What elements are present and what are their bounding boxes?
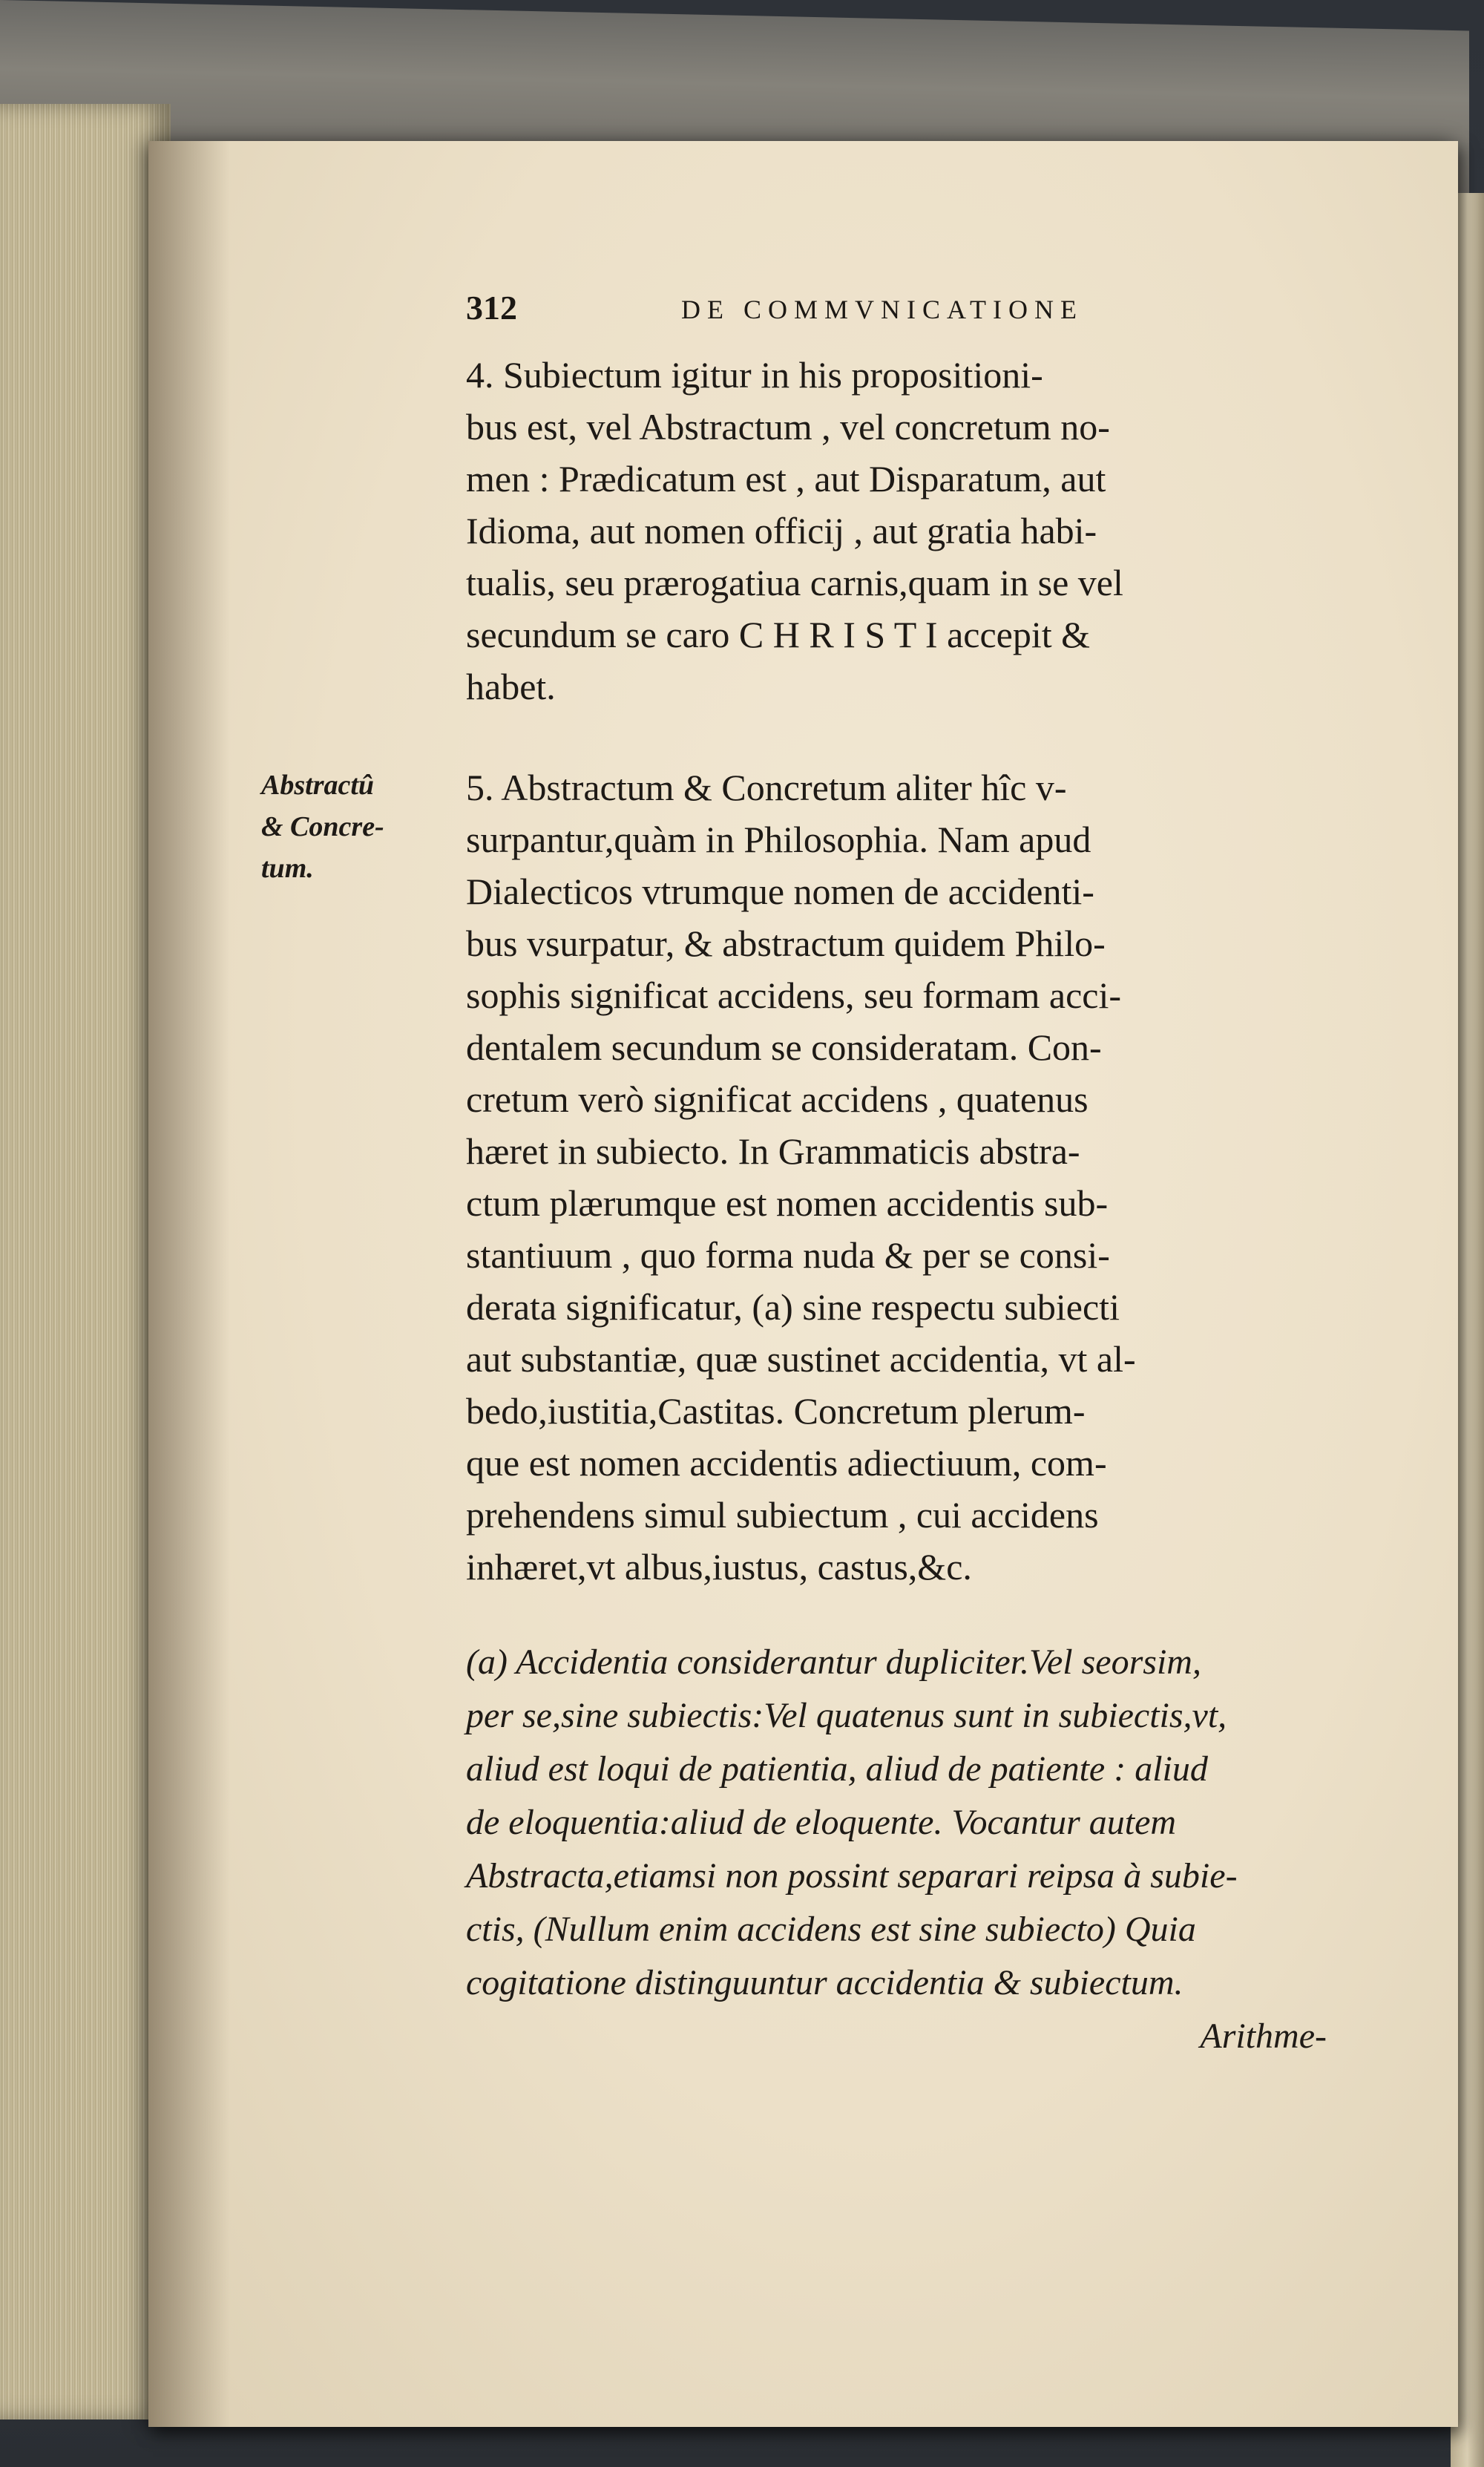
note-line: (a) Accidentia considerantur dupliciter.Vel seorsim,: [466, 1642, 1201, 1682]
note-line: ctis, (Nullum enim accidens est sine subiecto) Quia: [466, 1910, 1196, 1949]
text-line: 4. Subiectum igitur in his propositioni-: [466, 354, 1043, 396]
margin-note: [261, 764, 454, 889]
text-line: sophis significat accidens, seu formam acci-: [466, 974, 1122, 1016]
gutter-shadow: [148, 141, 230, 2427]
margin-note-line: & Concre-: [261, 811, 384, 842]
margin-note-line: Abstractû: [261, 770, 375, 801]
paragraph-5: [466, 761, 1386, 1593]
text-line: cretum verò significat accidens , quatenus: [466, 1078, 1089, 1120]
text-line: bus est, vel Abstractum , vel concretum no-: [466, 406, 1110, 448]
note-line: aliud est loqui de patientia, aliud de patiente : aliud: [466, 1749, 1208, 1789]
text-line: habet.: [466, 666, 556, 707]
text-line: stantiuum , quo forma nuda & per se consi-: [466, 1234, 1110, 1276]
page-stack-edges: [0, 104, 171, 2420]
text-line: bus vsurpatur, & abstractum quidem Philo-: [466, 923, 1106, 964]
text-line: ctum plærumque est nomen accidentis sub-: [466, 1182, 1109, 1224]
page-number: 312: [466, 289, 517, 327]
text-line: bedo,iustitia,Castitas. Concretum plerum-: [466, 1390, 1086, 1432]
margin-note-line: tum.: [261, 853, 314, 884]
text-line: aut substantiæ, quæ sustinet accidentia, vt al-: [466, 1338, 1136, 1380]
text-line: tualis, seu prærogatiua carnis,quam in se vel: [466, 562, 1123, 603]
text-line: 5. Abstractum & Concretum aliter hîc v-: [466, 767, 1067, 808]
text-line: derata significatur, (a) sine respectu subiecti: [466, 1286, 1120, 1328]
note-line: Abstracta,etiamsi non possint separari reipsa à subie-: [466, 1856, 1238, 1896]
note-line: de eloquentia:aliud de eloquente. Vocantur autem: [466, 1803, 1177, 1842]
text-line: surpantur,quàm in Philosophia. Nam apud: [466, 819, 1091, 860]
text-line: que est nomen accidentis adiectiuum, com-: [466, 1442, 1107, 1484]
text-line: Idioma, aut nomen officij , aut gratia habi-: [466, 510, 1097, 551]
text-line: hæret in subiecto. In Grammaticis abstra-: [466, 1130, 1080, 1172]
note-line: cogitatione distinguuntur accidentia & subiectum.: [466, 1963, 1183, 2002]
text-line: men : Prædicatum est , aut Disparatum, aut: [466, 458, 1106, 499]
text-line: prehendens simul subiectum , cui accidens: [466, 1494, 1099, 1536]
footnote-a: [466, 1636, 1386, 2063]
text-line: secundum se caro C H R I S T I accepit &: [466, 614, 1091, 655]
paragraph-4: [466, 349, 1386, 712]
main-text: [466, 349, 1386, 2063]
catchword: Arithme-: [1200, 2016, 1327, 2056]
text-line: dentalem secundum se consideratam. Con-: [466, 1026, 1102, 1068]
text-line: inhæret,vt albus,iustus, castus,&c.: [466, 1546, 972, 1588]
running-head: [466, 288, 1215, 332]
note-line: per se,sine subiectis:Vel quatenus sunt in subiectis,vt,: [466, 1696, 1227, 1735]
running-title: DE COMMVNICATIONE: [681, 295, 1083, 324]
text-line: Dialecticos vtrumque nomen de accidenti-: [466, 871, 1094, 912]
